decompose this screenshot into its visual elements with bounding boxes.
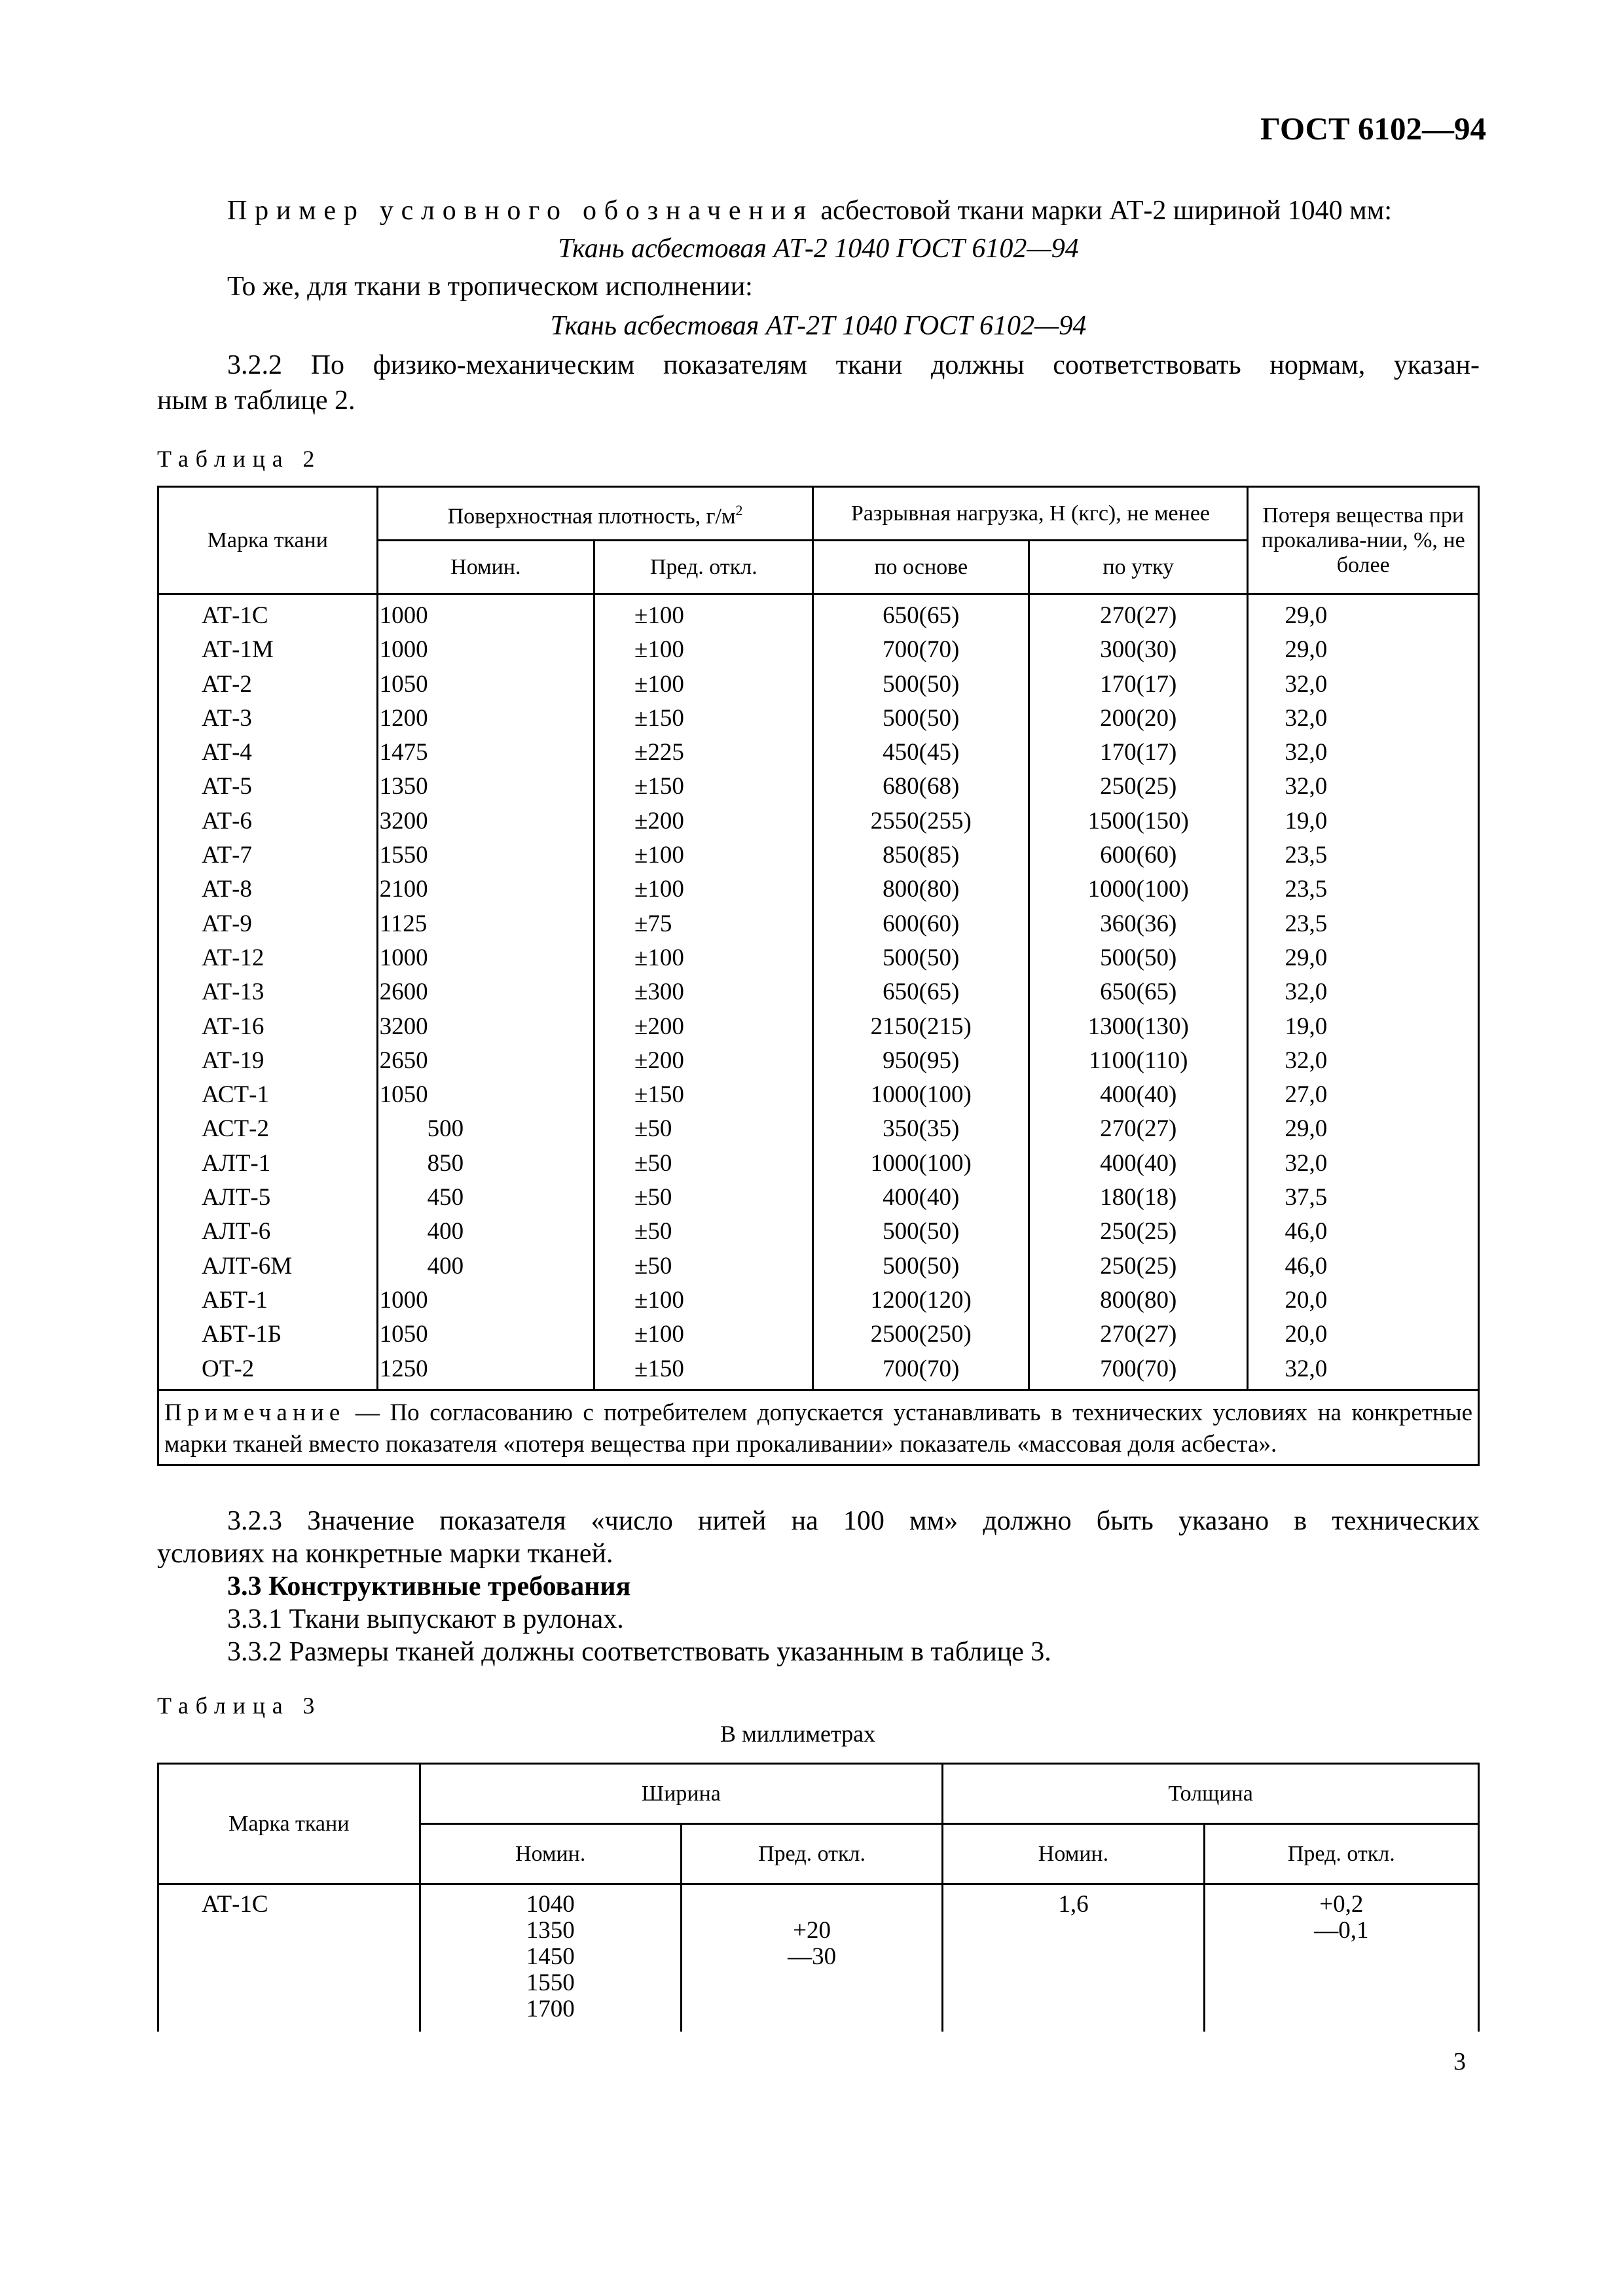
cell-loss: 32,0 <box>1248 702 1479 736</box>
cell-loss: 23,5 <box>1248 838 1479 872</box>
t3-header-brand: Марка ткани <box>158 1764 420 1884</box>
cell-tolerance: ±100 <box>594 633 813 667</box>
cell-weft: 1500(150) <box>1029 804 1247 838</box>
table2-note <box>158 1390 1479 1465</box>
table-row <box>158 907 1479 941</box>
table3-caption: Таблица 3 <box>157 1693 322 1719</box>
table-row <box>158 633 1479 667</box>
cell-brand: АБТ-1Б <box>158 1318 378 1352</box>
document-id: ГОСТ 6102—94 <box>1260 111 1486 147</box>
t3-width-nominals <box>420 1884 681 2032</box>
example-designation: Ткань асбестовая АТ-2 1040 ГОСТ 6102—94 <box>558 234 1079 264</box>
t3-header-width: Ширина <box>420 1764 943 1824</box>
table-row <box>158 1147 1479 1181</box>
cell-tolerance: ±50 <box>594 1181 813 1215</box>
tropic-text: То же, для ткани в тропическом исполнении: <box>227 272 753 302</box>
cell-loss: 29,0 <box>1248 1112 1479 1146</box>
cell-warp: 2550(255) <box>813 804 1029 838</box>
t3-width-tol-minus: —30 <box>788 1943 837 1970</box>
cell-nominal: 1350 <box>377 770 594 804</box>
cell-warp: 850(85) <box>813 838 1029 872</box>
table-row <box>158 941 1479 975</box>
cell-nominal: 1050 <box>377 1318 594 1352</box>
cell-nominal: 1000 <box>377 1283 594 1318</box>
cell-loss: 19,0 <box>1248 804 1479 838</box>
cell-weft: 250(25) <box>1029 770 1247 804</box>
cell-weft: 500(50) <box>1029 941 1247 975</box>
t3-width-tolerance <box>681 1884 942 2032</box>
cell-tolerance: ±100 <box>594 838 813 872</box>
cell-brand: АЛТ-1 <box>158 1147 378 1181</box>
cell-brand: АТ-3 <box>158 702 378 736</box>
cell-warp: 2150(215) <box>813 1010 1029 1044</box>
cell-weft: 360(36) <box>1029 907 1247 941</box>
cell-warp: 650(65) <box>813 594 1029 634</box>
cell-weft: 180(18) <box>1029 1181 1247 1215</box>
cell-brand: АТ-13 <box>158 975 378 1009</box>
t3-width-value: 1350 <box>526 1917 575 1944</box>
cell-weft: 250(25) <box>1029 1249 1247 1283</box>
cell-tolerance: ±50 <box>594 1215 813 1249</box>
section-heading-3-3: 3.3 Конструктивные требования <box>227 1571 631 1602</box>
table-row <box>158 770 1479 804</box>
cell-warp: 680(68) <box>813 770 1029 804</box>
cell-tolerance: ±150 <box>594 1352 813 1390</box>
cell-nominal: 1200 <box>377 702 594 736</box>
note-text: — По согласованию с потребителем допускается устанавливать в технических условиях на конкретные марки тканей вместо показателя «потеря вещества при прокаливании» показатель «массовая доля асбеста». <box>164 1399 1472 1458</box>
t3-header-thickness-nominal: Номин. <box>943 1824 1204 1884</box>
t3-width-value: 1550 <box>526 1969 575 1996</box>
cell-brand: АТ-6 <box>158 804 378 838</box>
cell-weft: 170(17) <box>1029 668 1247 702</box>
t3-header-width-tolerance: Пред. откл. <box>681 1824 942 1884</box>
cell-weft: 400(40) <box>1029 1147 1247 1181</box>
cell-brand: АСТ-2 <box>158 1112 378 1146</box>
cell-weft: 600(60) <box>1029 838 1247 872</box>
cell-nominal: 400 <box>377 1249 594 1283</box>
cell-loss: 20,0 <box>1248 1318 1479 1352</box>
cell-tolerance: ±100 <box>594 1318 813 1352</box>
cell-tolerance: ±200 <box>594 1044 813 1078</box>
cell-warp: 650(65) <box>813 975 1029 1009</box>
cell-loss: 23,5 <box>1248 907 1479 941</box>
cell-warp: 600(60) <box>813 907 1029 941</box>
cell-loss: 32,0 <box>1248 1352 1479 1390</box>
cell-brand: АТ-8 <box>158 872 378 906</box>
cell-nominal: 2600 <box>377 975 594 1009</box>
cell-tolerance: ±300 <box>594 975 813 1009</box>
header-brand: Марка ткани <box>158 487 378 594</box>
cell-warp: 800(80) <box>813 872 1029 906</box>
t3-thickness-tol-minus: —0,1 <box>1314 1917 1369 1944</box>
table-row <box>158 1318 1479 1352</box>
cell-brand: АТ-19 <box>158 1044 378 1078</box>
cell-tolerance: ±200 <box>594 1010 813 1044</box>
cell-weft: 400(40) <box>1029 1078 1247 1112</box>
cell-loss: 32,0 <box>1248 1147 1479 1181</box>
table2-caption: Таблица 2 <box>157 446 322 472</box>
cell-nominal: 1125 <box>377 907 594 941</box>
cell-tolerance: ±75 <box>594 907 813 941</box>
cell-warp: 500(50) <box>813 941 1029 975</box>
cell-tolerance: ±200 <box>594 804 813 838</box>
cell-warp: 700(70) <box>813 633 1029 667</box>
cell-warp: 400(40) <box>813 1181 1029 1215</box>
cell-nominal: 1475 <box>377 736 594 770</box>
cell-loss: 37,5 <box>1248 1181 1479 1215</box>
table-row <box>158 1078 1479 1112</box>
cell-brand: АТ-4 <box>158 736 378 770</box>
cell-loss: 32,0 <box>1248 975 1479 1009</box>
cell-loss: 19,0 <box>1248 1010 1479 1044</box>
cell-loss: 32,0 <box>1248 736 1479 770</box>
t3-thickness-tol-plus: +0,2 <box>1319 1891 1364 1918</box>
example-line <box>227 192 1480 229</box>
cell-tolerance: ±150 <box>594 702 813 736</box>
cell-tolerance: ±100 <box>594 941 813 975</box>
table-row <box>158 804 1479 838</box>
table-row <box>158 1283 1479 1318</box>
cell-brand: АБТ-1 <box>158 1283 378 1318</box>
cell-nominal: 1050 <box>377 1078 594 1112</box>
cell-brand: АСТ-1 <box>158 1078 378 1112</box>
cell-nominal: 500 <box>377 1112 594 1146</box>
table-row <box>158 872 1479 906</box>
header-weft: по утку <box>1029 541 1247 594</box>
cell-nominal: 1550 <box>377 838 594 872</box>
cell-warp: 1000(100) <box>813 1078 1029 1112</box>
cell-loss: 32,0 <box>1248 770 1479 804</box>
cell-weft: 300(30) <box>1029 633 1247 667</box>
cell-tolerance: ±100 <box>594 872 813 906</box>
cell-warp: 500(50) <box>813 1249 1029 1283</box>
cell-loss: 46,0 <box>1248 1215 1479 1249</box>
table-row <box>158 736 1479 770</box>
cell-warp: 350(35) <box>813 1112 1029 1146</box>
table-row <box>158 1010 1479 1044</box>
cell-tolerance: ±50 <box>594 1249 813 1283</box>
paragraph-3-2-3-line1: 3.2.3 Значение показателя «число нитей на 100 мм» должно быть указано в технических <box>227 1506 1480 1536</box>
cell-brand: АЛТ-5 <box>158 1181 378 1215</box>
cell-nominal: 1000 <box>377 633 594 667</box>
cell-brand: АТ-9 <box>158 907 378 941</box>
cell-tolerance: ±150 <box>594 1078 813 1112</box>
paragraph-3-2-3-line2: условиях на конкретные марки тканей. <box>157 1539 613 1569</box>
cell-brand: АТ-16 <box>158 1010 378 1044</box>
note-label: Примечание <box>164 1399 346 1426</box>
cell-brand: АТ-7 <box>158 838 378 872</box>
table3-units: В миллиметрах <box>720 1721 876 1747</box>
t3-header-thickness-tolerance: Пред. откл. <box>1204 1824 1478 1884</box>
cell-tolerance: ±50 <box>594 1112 813 1146</box>
table-row <box>158 1215 1479 1249</box>
t3-header-thickness: Толщина <box>943 1764 1479 1824</box>
header-tolerance: Пред. откл. <box>594 541 813 594</box>
example-label: Пример условного обозначения <box>227 196 814 226</box>
cell-warp: 2500(250) <box>813 1318 1029 1352</box>
cell-brand: ОТ-2 <box>158 1352 378 1390</box>
cell-warp: 1000(100) <box>813 1147 1029 1181</box>
table-row <box>158 1112 1479 1146</box>
cell-loss: 46,0 <box>1248 1249 1479 1283</box>
cell-nominal: 1000 <box>377 941 594 975</box>
cell-brand: АТ-1М <box>158 633 378 667</box>
paragraph-3-2-2-line1: 3.2.2 По физико-механическим показателям ткани должны соответствовать нормам, указан- <box>227 350 1480 380</box>
t3-header-width-nominal: Номин. <box>420 1824 681 1884</box>
cell-brand: АЛТ-6М <box>158 1249 378 1283</box>
cell-nominal: 2650 <box>377 1044 594 1078</box>
t3-width-tol-plus: +20 <box>793 1917 831 1944</box>
cell-brand: АТ-12 <box>158 941 378 975</box>
cell-weft: 800(80) <box>1029 1283 1247 1318</box>
cell-nominal: 3200 <box>377 1010 594 1044</box>
cell-loss: 23,5 <box>1248 872 1479 906</box>
cell-tolerance: ±50 <box>594 1147 813 1181</box>
cell-nominal: 1050 <box>377 668 594 702</box>
t3-width-value: 1450 <box>526 1943 575 1970</box>
cell-loss: 29,0 <box>1248 594 1479 634</box>
t3-thickness-tolerance <box>1204 1884 1478 2032</box>
cell-weft: 650(65) <box>1029 975 1247 1009</box>
table-row <box>158 975 1479 1009</box>
cell-tolerance: ±100 <box>594 1283 813 1318</box>
table-row <box>158 594 1479 634</box>
cell-warp: 1200(120) <box>813 1283 1029 1318</box>
t3-width-value: 1040 <box>526 1891 575 1918</box>
table-row <box>158 1181 1479 1215</box>
header-warp: по основе <box>813 541 1029 594</box>
table-row <box>158 1352 1479 1390</box>
table2-body <box>158 594 1479 1390</box>
cell-nominal: 1000 <box>377 594 594 634</box>
cell-loss: 29,0 <box>1248 941 1479 975</box>
cell-weft: 270(27) <box>1029 1112 1247 1146</box>
header-breaking-load: Разрывная нагрузка, Н (кгс), не менее <box>813 487 1248 541</box>
cell-tolerance: ±100 <box>594 668 813 702</box>
cell-warp: 500(50) <box>813 702 1029 736</box>
t3-width-value: 1700 <box>526 1996 575 2022</box>
table-row <box>158 838 1479 872</box>
cell-weft: 250(25) <box>1029 1215 1247 1249</box>
cell-warp: 500(50) <box>813 668 1029 702</box>
cell-weft: 1100(110) <box>1029 1044 1247 1078</box>
cell-tolerance: ±100 <box>594 594 813 634</box>
cell-warp: 700(70) <box>813 1352 1029 1390</box>
cell-loss: 32,0 <box>1248 1044 1479 1078</box>
cell-loss: 29,0 <box>1248 633 1479 667</box>
cell-warp: 500(50) <box>813 1215 1029 1249</box>
table-2 <box>157 486 1480 1466</box>
cell-weft: 200(20) <box>1029 702 1247 736</box>
cell-loss: 32,0 <box>1248 668 1479 702</box>
tropic-designation: Ткань асбестовая АТ-2Т 1040 ГОСТ 6102—94 <box>550 311 1087 341</box>
cell-nominal: 850 <box>377 1147 594 1181</box>
cell-brand: АТ-5 <box>158 770 378 804</box>
cell-brand: АЛТ-6 <box>158 1215 378 1249</box>
cell-weft: 270(27) <box>1029 594 1247 634</box>
paragraph-3-3-1: 3.3.1 Ткани выпускают в рулонах. <box>227 1604 624 1634</box>
cell-nominal: 400 <box>377 1215 594 1249</box>
table-row <box>158 1044 1479 1078</box>
cell-nominal: 1250 <box>377 1352 594 1390</box>
cell-loss: 20,0 <box>1248 1283 1479 1318</box>
cell-weft: 1000(100) <box>1029 872 1247 906</box>
cell-nominal: 3200 <box>377 804 594 838</box>
paragraph-3-2-2-line2: ным в таблице 2. <box>157 386 356 416</box>
example-text: асбестовой ткани марки АТ-2 шириной 1040 мм: <box>820 196 1392 226</box>
header-nominal: Номин. <box>377 541 594 594</box>
cell-tolerance: ±225 <box>594 736 813 770</box>
cell-weft: 170(17) <box>1029 736 1247 770</box>
cell-brand: АТ-1С <box>158 594 378 634</box>
table-row <box>158 668 1479 702</box>
header-loss: Потеря вещества при прокалива-нии, %, не более <box>1248 487 1479 594</box>
table-row <box>158 1884 1479 2032</box>
cell-nominal: 2100 <box>377 872 594 906</box>
table-3 <box>157 1763 1480 2032</box>
table-row <box>158 1249 1479 1283</box>
cell-brand: АТ-2 <box>158 668 378 702</box>
table-row <box>158 702 1479 736</box>
cell-warp: 950(95) <box>813 1044 1029 1078</box>
t3-brand: АТ-1С <box>158 1884 420 2032</box>
header-density: Поверхностная плотность, $г/м^2$ <box>377 487 813 541</box>
t3-thickness: 1,6 <box>943 1884 1204 2032</box>
cell-weft: 1300(130) <box>1029 1010 1247 1044</box>
cell-weft: 270(27) <box>1029 1318 1247 1352</box>
cell-weft: 700(70) <box>1029 1352 1247 1390</box>
cell-warp: 450(45) <box>813 736 1029 770</box>
page-number: 3 <box>1453 2048 1466 2075</box>
paragraph-3-3-2: 3.3.2 Размеры тканей должны соответствовать указанным в таблице 3. <box>227 1637 1051 1667</box>
cell-tolerance: ±150 <box>594 770 813 804</box>
cell-loss: 27,0 <box>1248 1078 1479 1112</box>
cell-nominal: 450 <box>377 1181 594 1215</box>
